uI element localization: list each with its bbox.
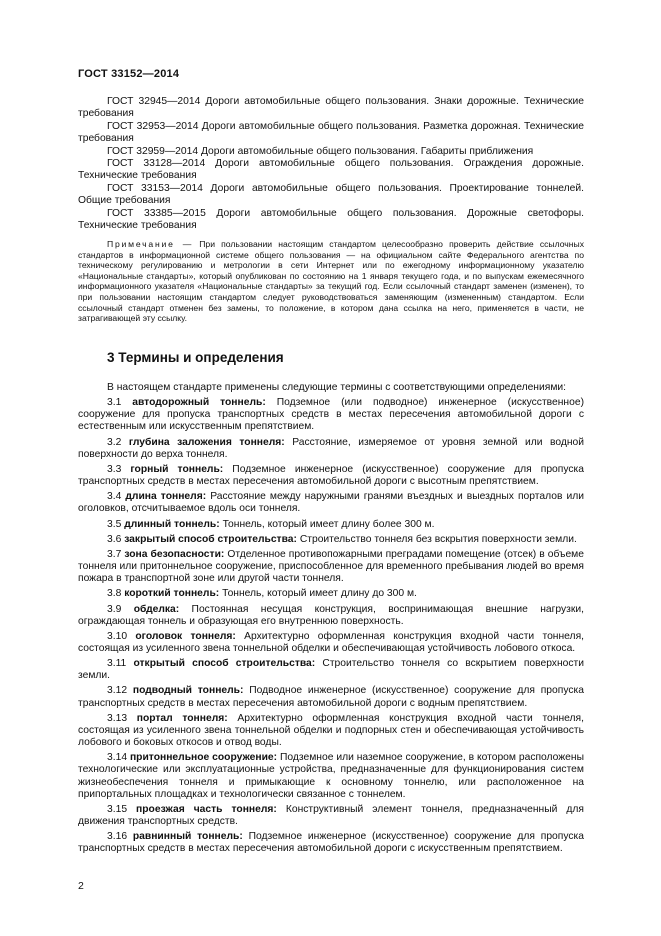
term-definition: Отделенное противопожарными преградами помещение (отсек) в объеме тоннеля или притоннельное сооружение, приспособленное для временного пребывания людей во время пожара в транспортной зоне или другой части тоннеля. (78, 548, 584, 585)
term-number: 3.11 (107, 658, 127, 670)
term-entry (78, 713, 584, 749)
term-name: оголовок тоннеля: (135, 630, 236, 642)
term-number: 3.10 (107, 630, 128, 642)
term-number: 3.8 (107, 588, 122, 600)
reference-item: ГОСТ 33128—2014 Дороги автомобильные общего пользования. Ограждения дорожные. Технические требования (78, 158, 584, 182)
term-number: 3.4 (107, 491, 122, 503)
term-name: короткий тоннель: (124, 588, 220, 600)
term-number: 3.13 (107, 712, 128, 724)
page-number: 2 (78, 880, 84, 892)
term-definition: Расстояние между наружными гранями въездных и выездных порталов или оголовков, отсчитываемое вдоль оси тоннеля. (78, 491, 584, 515)
term-entry (78, 519, 584, 531)
term-entry (78, 685, 584, 709)
references-note (78, 239, 584, 324)
term-number: 3.7 (107, 548, 122, 560)
term-number: 3.9 (107, 603, 122, 615)
term-entry (78, 752, 584, 801)
term-name: горный тоннель: (130, 463, 224, 475)
normative-references-list (78, 96, 584, 232)
term-name: подводный тоннель: (132, 685, 244, 697)
term-entry (78, 658, 584, 682)
term-entry (78, 397, 584, 433)
term-entry (78, 437, 584, 461)
term-definition: Подводное инженерное (искусственное) сооружение для пропуска транспортных средств в местах пересечения автомобильной дороги с водным препятствием. (78, 685, 584, 709)
terms-list (78, 382, 584, 855)
term-name: автодорожный тоннель: (132, 397, 266, 409)
reference-item: ГОСТ 33385—2015 Дороги автомобильные общего пользования. Дорожные светофоры. Технические требования (78, 207, 584, 232)
term-name: притоннельное сооружение: (129, 752, 278, 764)
term-number: 3.14 (107, 752, 128, 764)
term-definition: Расстояние, измеряемое от уровня земной или водной поверхности до верха тоннеля. (78, 436, 584, 460)
term-number: 3.16 (107, 831, 128, 843)
term-number: 3.3 (107, 463, 122, 475)
term-definition: Тоннель, который имеет длину более 300 м. (219, 518, 435, 530)
term-entry (78, 534, 584, 546)
section-intro: В настоящем стандарте применены следующие термины с соответствующими определениями: (107, 382, 567, 393)
term-entry (78, 588, 584, 600)
term-number: 3.2 (107, 436, 122, 448)
term-definition: Подземное инженерное (искусственное) сооружение для пропуска транспортных средств в местах пересечения автомобильной дороги с искусственным препятствием. (78, 831, 584, 855)
note-lead: Примечание — (107, 239, 194, 249)
document-header: ГОСТ 33152—2014 (78, 68, 180, 80)
term-name: длинный тоннель: (124, 518, 220, 530)
term-entry (78, 631, 584, 655)
term-entry (78, 604, 584, 628)
term-name: закрытый способ строительства: (124, 533, 297, 545)
term-name: зона безопасности: (124, 548, 225, 560)
term-number: 3.5 (107, 518, 122, 530)
term-definition: Тоннель, который имеет длину до 300 м. (219, 588, 417, 600)
term-name: глубина заложения тоннеля: (128, 436, 285, 448)
term-definition: Строительство тоннеля со вскрытием поверхности земли. (78, 658, 584, 682)
term-number: 3.1 (107, 397, 122, 409)
term-definition: Постоянная несущая конструкция, воспринимающая внешние нагрузки, ограждающая тоннель и образующая его внутреннюю поверхность. (78, 603, 584, 627)
term-entry (78, 549, 584, 585)
term-definition: Подземное (или подводное) инженерное (искусственное) сооружение для пропуска транспортных средств в местах пересечения автомобильной дороги с естественным или искусственным препятствием. (78, 397, 584, 433)
reference-item: ГОСТ 33153—2014 Дороги автомобильные общего пользования. Проектирование тоннелей. Общие требования (78, 182, 584, 207)
term-entry (78, 804, 584, 828)
term-entry (78, 831, 584, 855)
term-name: портал тоннеля: (136, 712, 228, 724)
term-number: 3.15 (107, 803, 128, 815)
reference-item: ГОСТ 32953—2014 Дороги автомобильные общего пользования. Разметка дорожная. Технические требования (78, 120, 584, 145)
note-text: При пользовании настоящим стандартом целесообразно проверить действие ссылочных стандартов в информационной системе общего пользования — на официальном сайте Федерального агентства по техническому регулированию и метрологии в сети Интернет или по ежегодному информационному указателю «Национальные стандарты», который опубликован по состоянию на 1 января текущего года, и по выпускам ежемесячного информационного указателя «Национальные стандарты» за текущий год. Если ссылочный стандарт заменен (изменен), то при пользовании настоящим стандартом следует руководствоваться заменяющим (измененным) стандартом. Если ссылочный стандарт отменен без замены, то положение, в котором дана ссылка на него, применяется в части, не затрагивающей эту ссылку. (78, 239, 584, 324)
term-name: длина тоннеля: (125, 491, 207, 503)
term-name: открытый способ строительства: (133, 658, 316, 670)
term-number: 3.12 (107, 685, 128, 697)
term-name: проезжая часть тоннеля: (136, 803, 277, 815)
term-name: обделка: (133, 603, 180, 615)
term-number: 3.6 (107, 533, 122, 545)
reference-item: ГОСТ 32945—2014 Дороги автомобильные общего пользования. Знаки дорожные. Технические требования (78, 96, 584, 120)
term-definition: Архитектурно оформленная конструкция входной части тоннеля, состоящая из усиленного звена тоннельной обделки и обеспечивающая устойчивость лобового откоса. (78, 630, 584, 654)
term-definition: Архитектурно оформленная конструкция входной части тоннеля, состоящая из усиленного звена тоннельной обделки и подпорных стен и обеспечивающая устойчивость лобового и боковых откосов и отвод воды. (78, 712, 584, 749)
term-definition: Конструктивный элемент тоннеля, предназначенный для движения транспортных средств. (78, 803, 584, 827)
term-entry (78, 491, 584, 515)
term-definition: Строительство тоннеля без вскрытия поверхности земли. (296, 533, 577, 545)
term-entry (78, 464, 584, 488)
section-title: 3 Термины и определения (107, 350, 284, 365)
term-definition: Подземное инженерное (искусственное) сооружение для пропуска транспортных средств в местах пересечения автомобильной дороги с высотным препятствием. (78, 463, 584, 488)
reference-item: ГОСТ 32959—2014 Дороги автомобильные общего пользования. Габариты приближения (107, 145, 534, 157)
term-definition: Подземное или наземное сооружение, в котором расположены технологические или эксплуатационные устройства, предназначенные для функционирования систем жизнеобеспечения тоннеля и примыкающие к основному тоннелю, или расположенное на припортальных площадках и технологически связанное с тоннелем. (78, 752, 584, 800)
term-name: равнинный тоннель: (132, 831, 243, 843)
